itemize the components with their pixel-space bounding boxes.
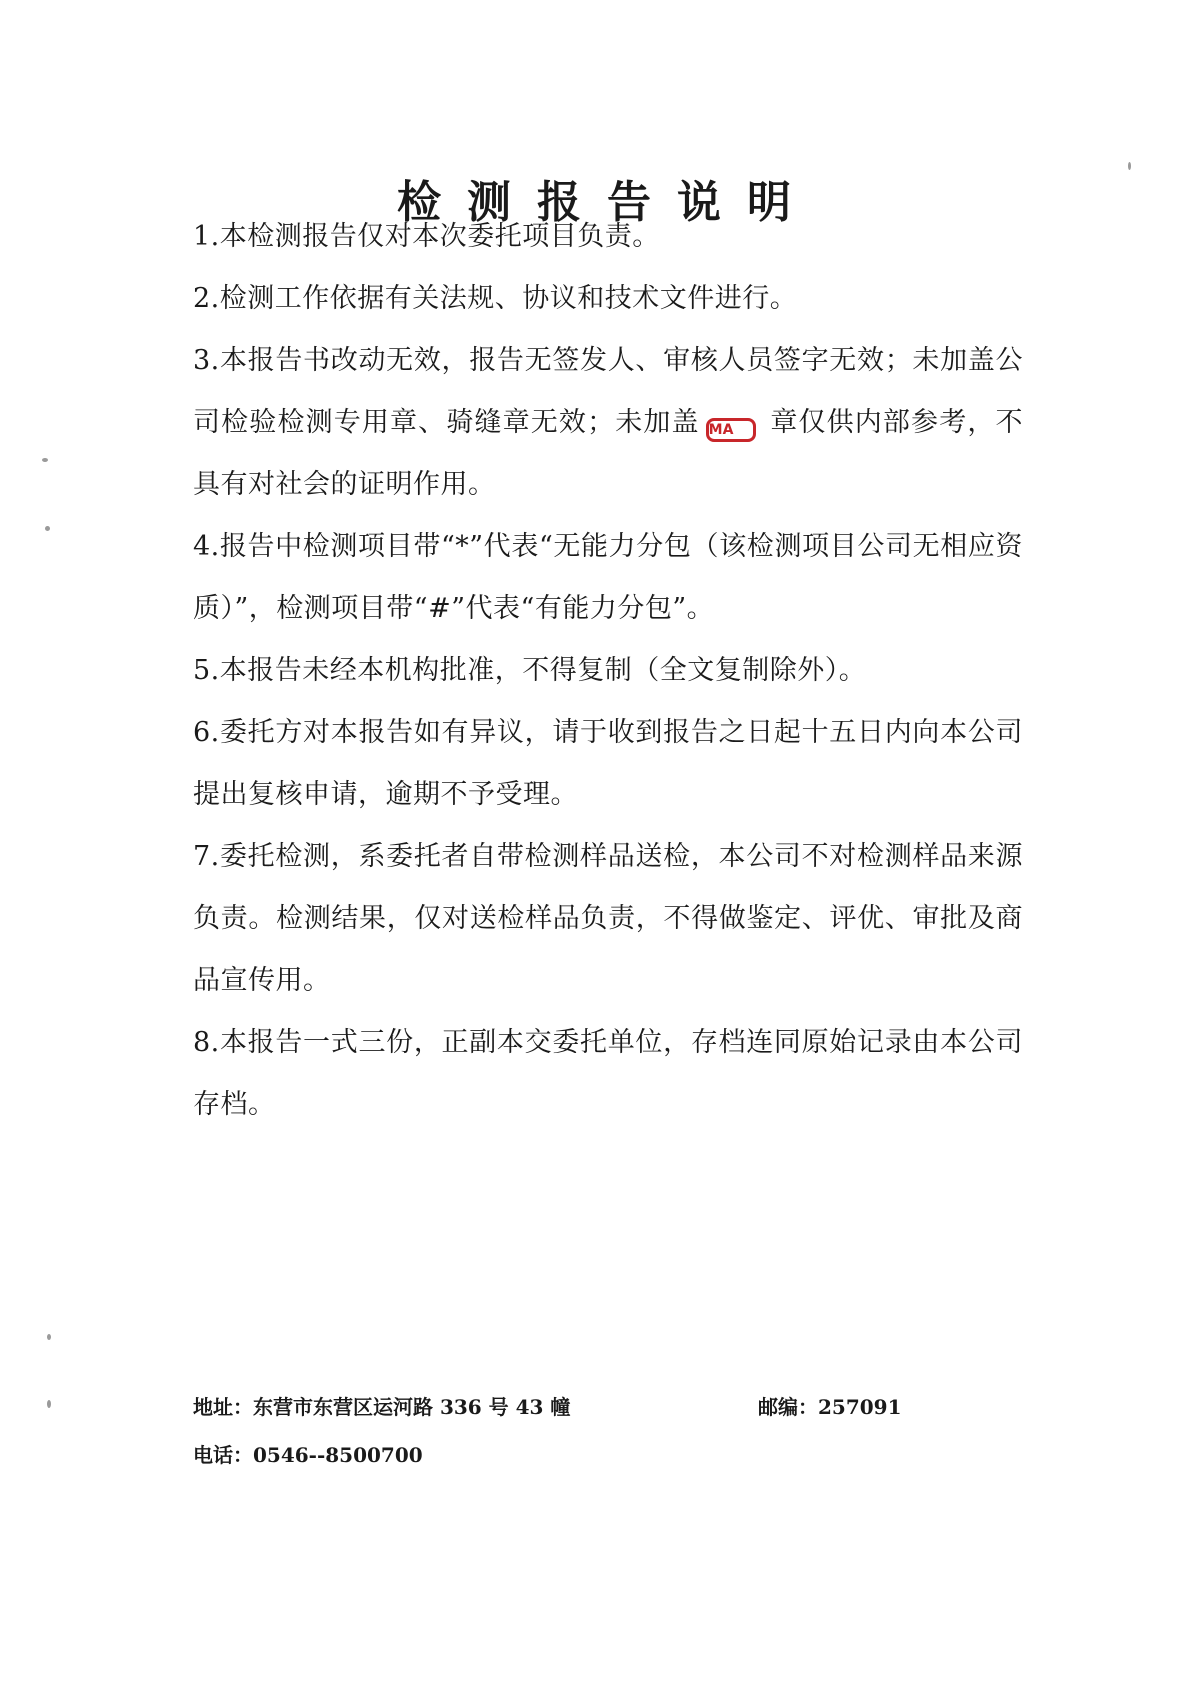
note-item-6 <box>193 702 1023 826</box>
note-text: 6.委托方对本报告如有异议，请于收到报告之日起十五日内向本公司提出复核申请，逾期不予受理。 <box>193 717 1023 810</box>
footer-phone: 电话：0546--8500700 <box>193 1443 423 1467</box>
note-item-7 <box>193 826 1023 1012</box>
note-text: 7.委托检测，系委托者自带检测样品送检，本公司不对检测样品来源负责。检测结果，仅对送检样品负责，不得做鉴定、评优、审批及商品宣传用。 <box>193 841 1023 996</box>
note-text: 5.本报告未经本机构批准，不得复制（全文复制除外）。 <box>193 655 867 686</box>
note-item-5 <box>193 640 1023 702</box>
note-text: 4.报告中检测项目带“*”代表“无能力分包（该检测项目公司无相应资质）”，检测项目带“#”代表“有能力分包”。 <box>193 531 1023 624</box>
note-item-4 <box>193 516 1023 640</box>
footer-address: 地址：东营市东营区运河路 336 号 43 幢 <box>193 1395 571 1419</box>
note-item-1 <box>193 206 1023 268</box>
cma-stamp-icon: MA <box>706 418 756 442</box>
note-text: 3.本报告书改动无效，报告无签发人、审核人员签字无效；未加盖公司检验检测专用章、骑缝章无效；未加盖 <box>193 345 1023 438</box>
scan-artifact <box>47 1400 51 1408</box>
note-item-3 <box>193 330 1023 516</box>
note-text: 2.检测工作依据有关法规、协议和技术文件进行。 <box>193 283 798 314</box>
scan-artifact <box>42 458 48 462</box>
notes-list <box>193 206 1023 1136</box>
note-text: 1.本检测报告仅对本次委托项目负责。 <box>193 221 660 252</box>
footer-postcode: 邮编：257091 <box>758 1395 902 1419</box>
scan-artifact <box>47 1334 51 1340</box>
page-title: 检测报告说明 <box>397 177 817 229</box>
note-item-8 <box>193 1012 1023 1136</box>
note-text: 8.本报告一式三份，正副本交委托单位，存档连同原始记录由本公司存档。 <box>193 1027 1023 1120</box>
note-item-2 <box>193 268 1023 330</box>
note-text-continued: 章仅供内部参考，不具有对社会的证明作用。 <box>193 407 1024 500</box>
scan-artifact <box>1128 162 1131 170</box>
scan-artifact <box>45 526 50 531</box>
